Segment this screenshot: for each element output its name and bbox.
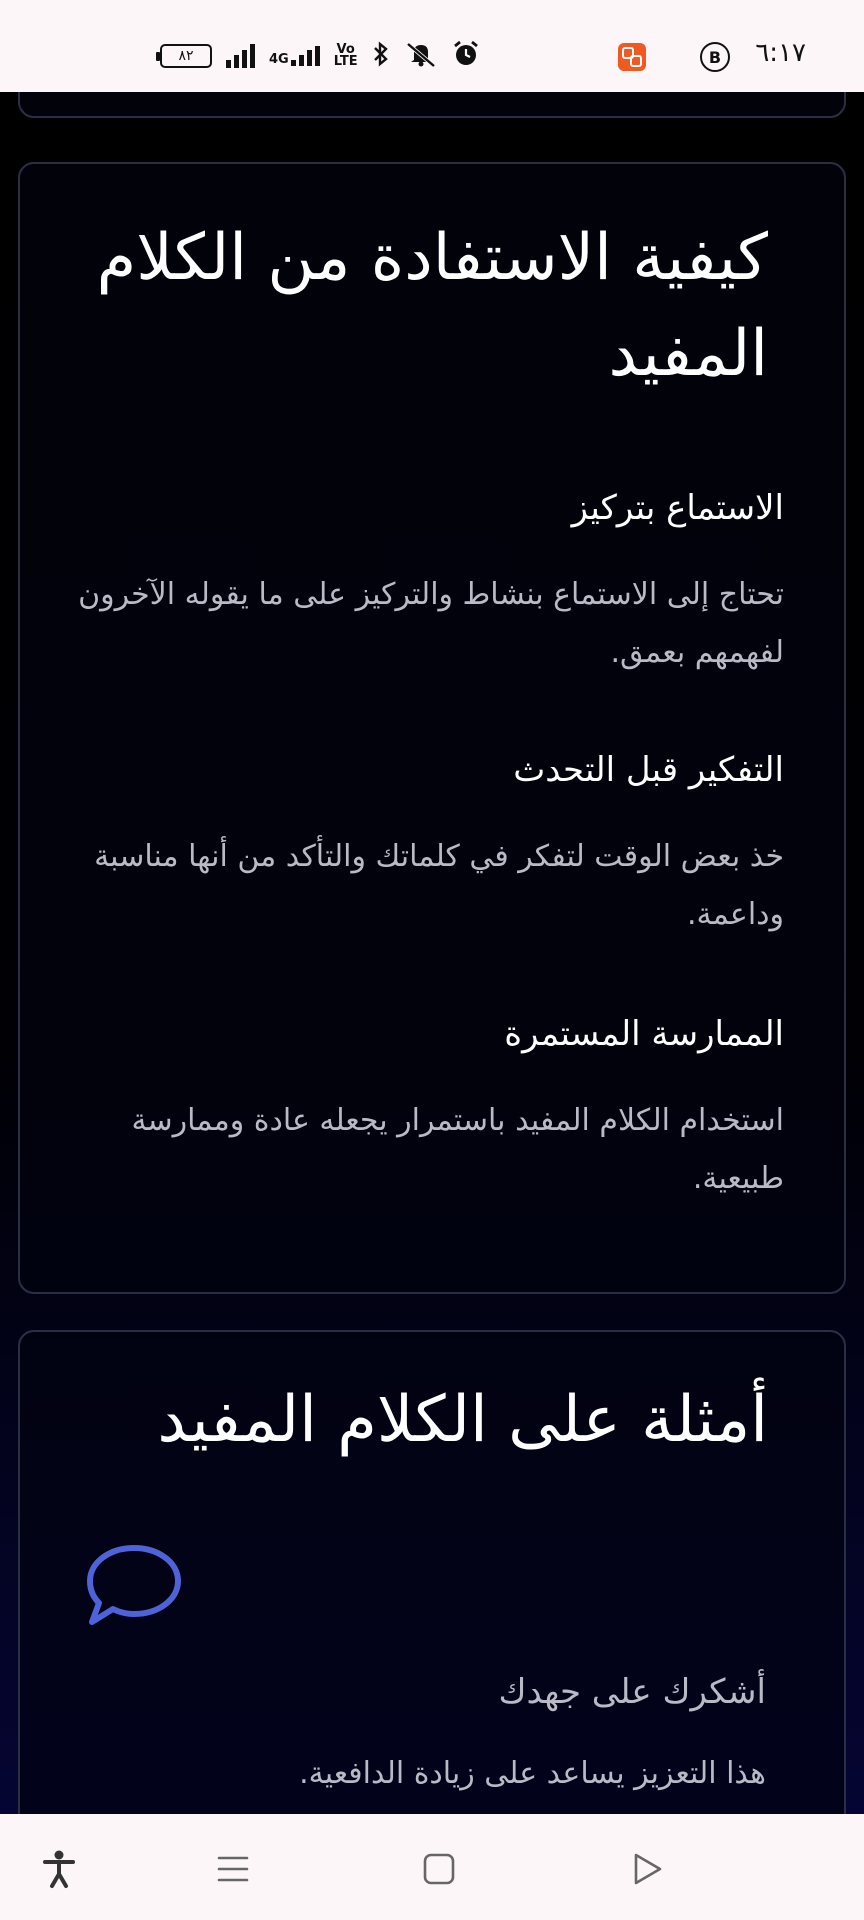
- card-title: كيفية الاستفادة من الكلام المفيد: [96, 221, 768, 391]
- how-to-benefit-card: [18, 162, 846, 1294]
- accessibility-icon[interactable]: [34, 1844, 84, 1894]
- b-badge-label: B: [708, 47, 722, 67]
- volte-icon: Vo LTE: [333, 42, 358, 69]
- card-title: أمثلة على الكلام المفيد: [157, 1383, 768, 1457]
- b-badge-icon: [700, 42, 730, 72]
- tip-section: [64, 746, 784, 944]
- signal-4g-icon: [269, 46, 320, 66]
- tip-text: خذ بعض الوقت لتفكر في كلماتك والتأكد من أنها مناسبة وداعمة.: [94, 839, 784, 932]
- mute-icon: [404, 41, 438, 71]
- status-bar: [0, 0, 864, 92]
- tip-section: [64, 1010, 784, 1208]
- tip-section: [64, 484, 784, 682]
- example-text: هذا التعزيز يساعد على زيادة الدافعية.: [299, 1756, 766, 1791]
- tip-text: تحتاج إلى الاستماع بنشاط والتركيز على ما يقوله الآخرون لفهمهم بعمق.: [78, 577, 784, 670]
- example-label: أشكرك على جهدك: [498, 1672, 766, 1712]
- signal-icon: [226, 44, 255, 68]
- chat-bubble-icon: [84, 1542, 184, 1628]
- tip-heading: الاستماع بتركيز: [571, 488, 784, 528]
- battery-icon: [160, 44, 212, 68]
- clock: ٦:١٧: [755, 38, 806, 68]
- network-tag: 4G: [269, 52, 289, 67]
- app-notification-icon: [618, 43, 646, 71]
- tip-text: استخدام الكلام المفيد باستمرار يجعله عادة وممارسة طبيعية.: [131, 1103, 784, 1196]
- back-icon[interactable]: [622, 1844, 672, 1894]
- battery-level: ٨٢: [178, 48, 194, 64]
- menu-icon[interactable]: [208, 1844, 258, 1894]
- content-scroll-area[interactable]: [0, 92, 864, 1814]
- bluetooth-icon: [372, 41, 390, 71]
- tip-heading: الممارسة المستمرة: [504, 1014, 784, 1054]
- previous-card: [18, 92, 846, 118]
- tip-heading: التفكير قبل التحدث: [513, 750, 784, 790]
- examples-card: [18, 1330, 846, 1814]
- home-icon[interactable]: [414, 1844, 464, 1894]
- status-icons: [160, 40, 480, 72]
- alarm-icon: [452, 40, 480, 72]
- navigation-bar: [0, 1814, 864, 1920]
